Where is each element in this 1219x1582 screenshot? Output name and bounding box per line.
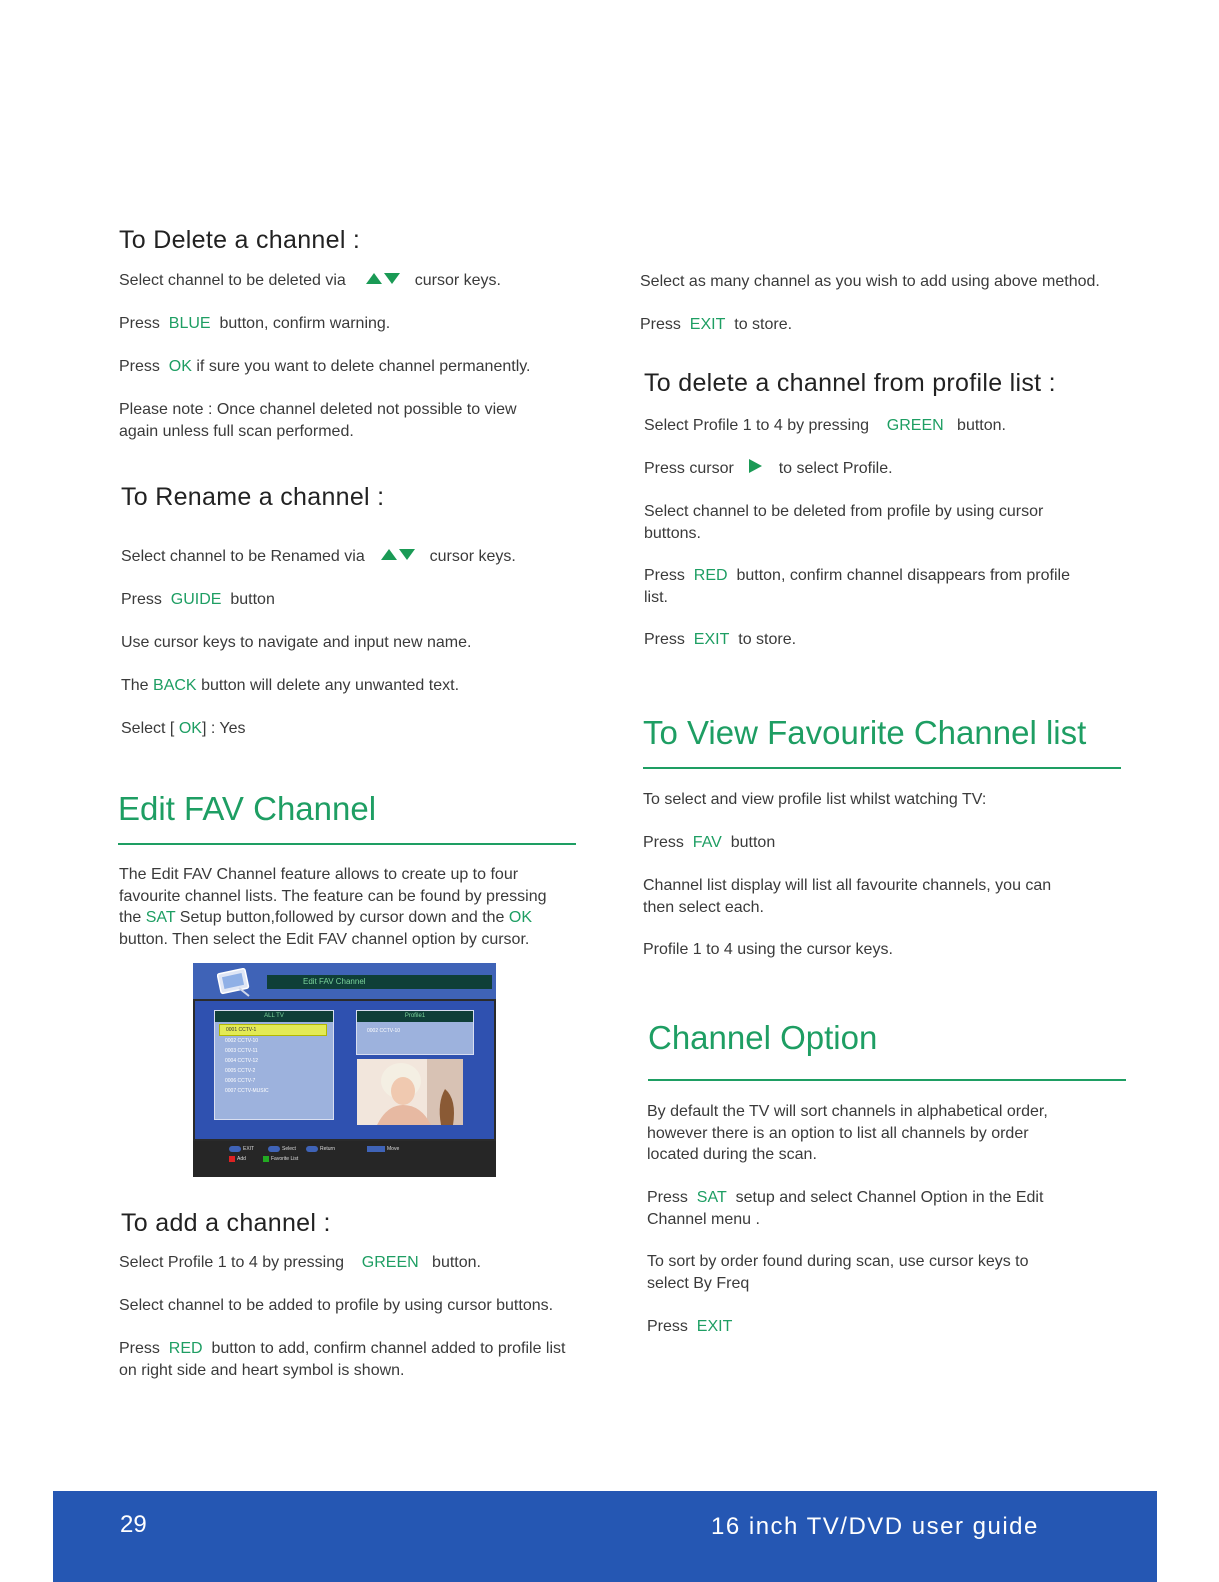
viewfav-line-1: To select and view profile list whilst watching TV: [643, 791, 987, 808]
add-line-1: Select Profile 1 to 4 by pressing GREEN button. [119, 1254, 481, 1271]
channel-list-item[interactable]: 0006 CCTV-7 [225, 1078, 256, 1084]
exit-key-icon [229, 1146, 241, 1152]
legend-add: Add [229, 1155, 246, 1163]
channel-list-item[interactable]: 0001 CCTV-1 [219, 1024, 327, 1036]
viewfav-line-2: Press FAV button [643, 834, 776, 851]
green-key-label: GREEN [361, 1254, 419, 1271]
chanopt-line-4: Press EXIT [647, 1318, 733, 1335]
legend-move: Move [367, 1145, 399, 1153]
legend-return: Return [306, 1145, 335, 1153]
page-number: 29 [120, 1511, 147, 1538]
divider [118, 843, 576, 845]
guide-key-label: GUIDE [170, 591, 222, 608]
profile-list-panel [356, 1010, 474, 1055]
edit-fav-heading: Edit FAV Channel [118, 790, 377, 827]
green-key-label: GREEN [886, 417, 944, 434]
ok-key-icon [268, 1146, 280, 1152]
legend-exit: EXIT [229, 1145, 254, 1153]
rename-line-4: The BACK button will delete any unwanted text. [121, 677, 460, 694]
guide-title: 16 inch TV/DVD user guide [711, 1513, 1039, 1540]
delete-line-3: Press OK if sure you want to delete channel permanently. [119, 358, 531, 375]
add-line-3: Press RED button to add, confirm channel added to profile list on right side and heart symbol is shown. [119, 1340, 566, 1379]
delete-note: Please note : Once channel deleted not possible to view again unless full scan performed. [119, 401, 517, 440]
viewfav-line-4: Profile 1 to 4 using the cursor keys. [643, 941, 893, 958]
channel-list-item[interactable]: 0007 CCTV-MUSIC [225, 1088, 269, 1094]
channel-list-item[interactable]: 0002 CCTV-10 [225, 1038, 259, 1044]
sat-key-label: SAT [145, 909, 176, 926]
page-footer [53, 1491, 1157, 1582]
channel-list-item[interactable]: 0005 CCTV-2 [225, 1068, 256, 1074]
ok-key-label: OK [178, 720, 202, 737]
red-key-icon [229, 1156, 235, 1162]
delprofile-line-1: Select Profile 1 to 4 by pressing GREEN button. [644, 417, 1006, 434]
red-key-label: RED [693, 567, 728, 584]
up-down-arrows-icon [366, 270, 400, 292]
channel-list-header: ALL TV [215, 1011, 333, 1022]
fav-key-label: FAV [692, 834, 722, 851]
exit-key-label: EXIT [693, 631, 730, 648]
tv-preview-image [357, 1059, 463, 1125]
arrow-keys-icon [367, 1146, 385, 1152]
divider [648, 1079, 1126, 1081]
viewfav-line-3: Channel list display will list all favourite channels, you can then select each. [643, 877, 1052, 916]
rename-line-5: Select [ OK] : Yes [121, 720, 246, 737]
screenshot-legend [193, 1141, 496, 1177]
screenshot-header [193, 963, 496, 1001]
ok-key-label: OK [508, 909, 533, 926]
back-key-label: BACK [153, 677, 197, 694]
tv-menu-icon [217, 968, 257, 1003]
profile-list-header: Profile1 [357, 1011, 473, 1022]
screenshot-body [195, 1001, 494, 1139]
add-line-2: Select channel to be added to profile by using cursor buttons. [119, 1297, 554, 1314]
blue-key-label: BLUE [168, 315, 211, 332]
delprofile-line-5: Press EXIT to store. [644, 631, 797, 648]
delete-channel-heading: To Delete a channel : [119, 226, 361, 254]
channel-option-heading: Channel Option [648, 1019, 878, 1056]
red-key-label: RED [168, 1340, 203, 1357]
chanopt-line-2: Press SAT setup and select Channel Option in the Edit Channel menu . [647, 1189, 1044, 1228]
screenshot-title: Edit FAV Channel [267, 975, 492, 989]
edit-fav-paragraph: The Edit FAV Channel feature allows to create up to four favourite channel lists. The feature can be found by pressing the SAT Setup button,followed by cursor down and the OK button. Then select the Edit FAV channel option by cursor. [119, 866, 547, 948]
add-method-line: Select as many channel as you wish to add using above method. [640, 273, 1100, 290]
green-key-icon [263, 1156, 269, 1162]
rename-channel-heading: To Rename a channel : [121, 483, 385, 511]
divider [643, 767, 1121, 769]
delprofile-line-4: Press RED button, confirm channel disappears from profile list. [644, 567, 1070, 606]
delprofile-line-3: Select channel to be deleted from profile by using cursor buttons. [644, 503, 1044, 542]
view-fav-heading: To View Favourite Channel list [643, 714, 1087, 751]
delete-line-1: Select channel to be deleted via cursor keys. [119, 270, 501, 292]
delete-profile-heading: To delete a channel from profile list : [644, 369, 1056, 397]
sat-key-label: SAT [696, 1189, 727, 1206]
channel-list-item[interactable]: 0004 CCTV-12 [225, 1058, 259, 1064]
channel-list [215, 1024, 333, 1096]
legend-select: Select [268, 1145, 296, 1153]
exit-key-label: EXIT [696, 1318, 733, 1335]
menu-key-icon [306, 1146, 318, 1152]
channel-list-panel [214, 1010, 334, 1120]
profile-list-item[interactable]: 0002 CCTV-10 [367, 1028, 401, 1034]
rename-line-1: Select channel to be Renamed via cursor keys. [121, 546, 516, 568]
chanopt-line-3: To sort by order found during scan, use cursor keys to select By Freq [647, 1253, 1029, 1292]
profile-list [357, 1026, 473, 1036]
right-arrow-icon [748, 458, 762, 480]
legend-fav-list: Favorite List [263, 1155, 298, 1163]
add-channel-heading: To add a channel : [121, 1209, 331, 1237]
edit-fav-screenshot [193, 963, 496, 1177]
exit-key-label: EXIT [689, 316, 726, 333]
chanopt-paragraph: By default the TV will sort channels in alphabetical order, however there is an option to list all channels by order located during the scan. [647, 1103, 1048, 1163]
ok-key-label: OK [168, 358, 192, 375]
store-line: Press EXIT to store. [640, 316, 793, 333]
up-down-arrows-icon [381, 546, 415, 568]
rename-line-3: Use cursor keys to navigate and input new name. [121, 634, 472, 651]
delprofile-line-2: Press cursor to select Profile. [644, 458, 893, 480]
delete-line-2: Press BLUE button, confirm warning. [119, 315, 391, 332]
rename-line-2: Press GUIDE button [121, 591, 275, 608]
channel-list-item[interactable]: 0003 CCTV-11 [225, 1048, 258, 1054]
